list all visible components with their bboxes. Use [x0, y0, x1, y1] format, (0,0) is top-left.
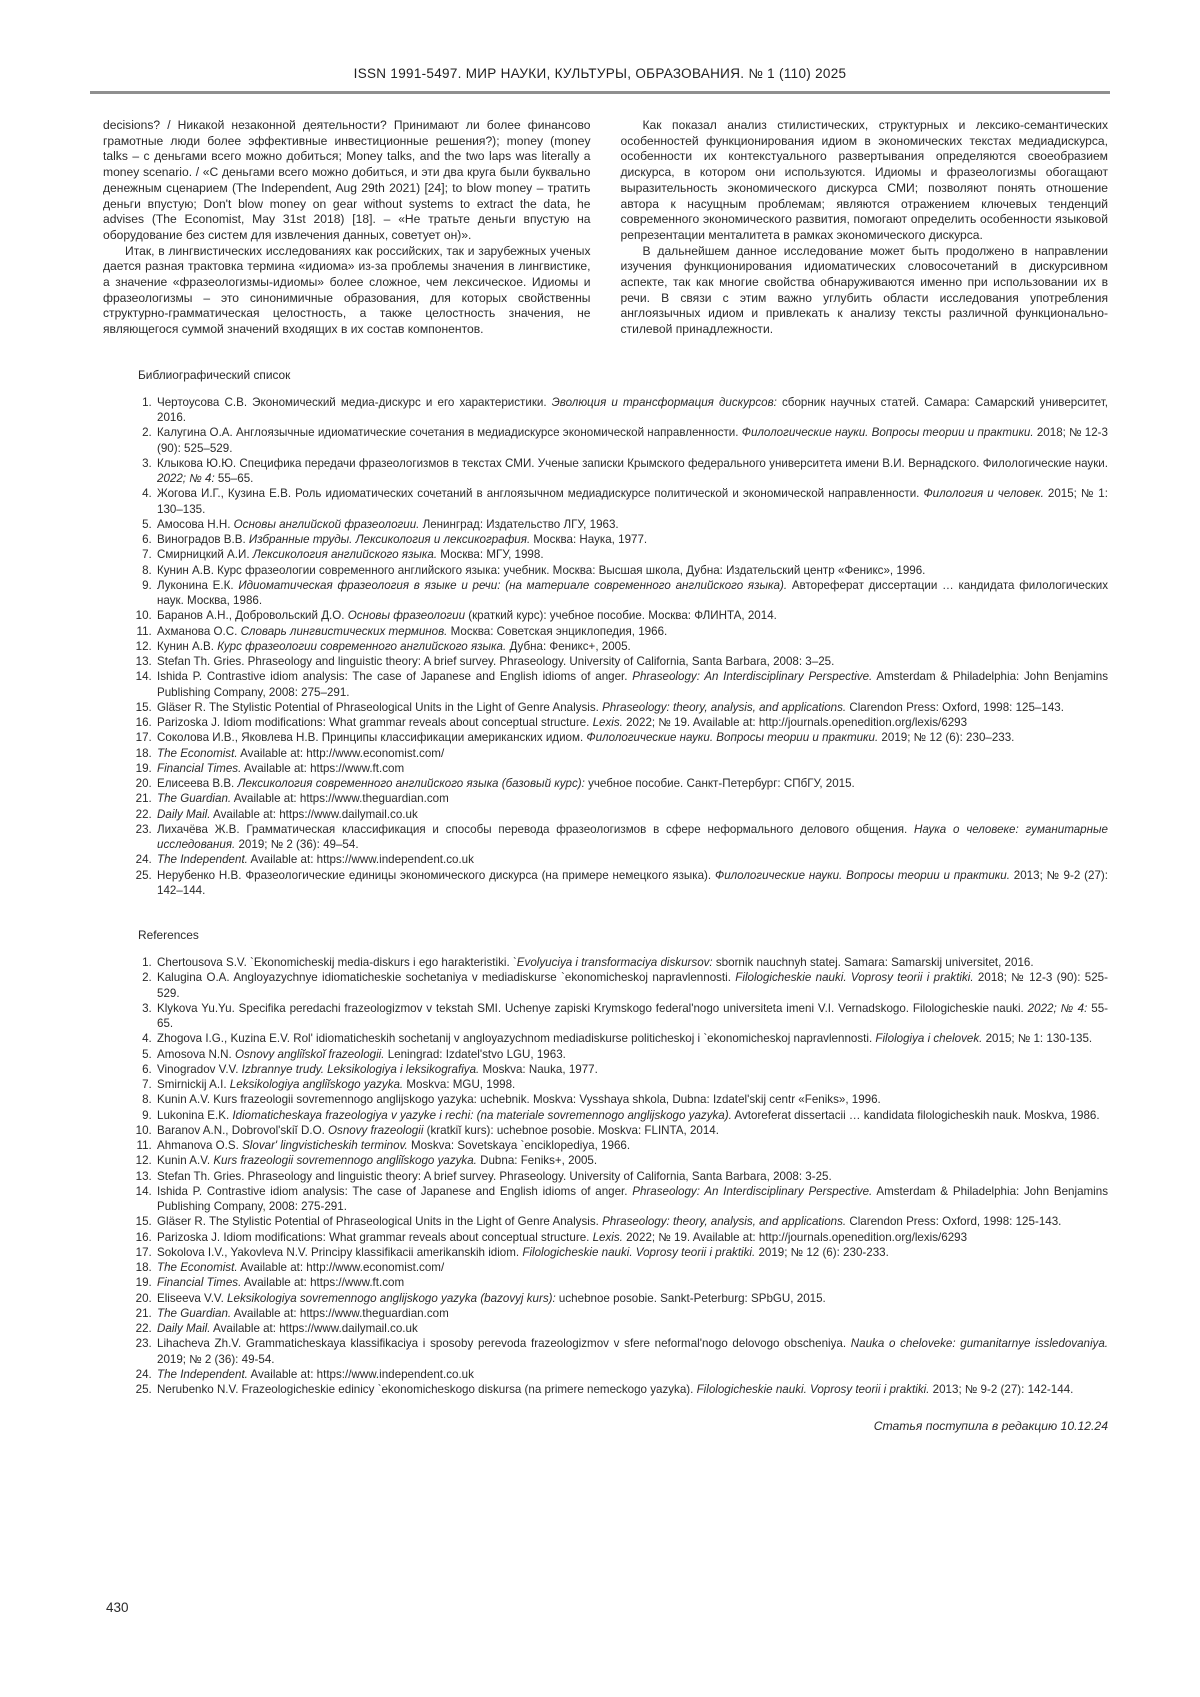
reference-item: 17. Sokolova I.V., Yakovleva N.V. Principy klassifikacii amerikanskih idiom. Filologicheskie nauki. Voprosy teorii i praktiki. 2019; № 12 (6): 230-233. — [155, 1245, 1108, 1260]
journal-header-line: ISSN 1991-5497. МИР НАУКИ, КУЛЬТУРЫ, ОБРАЗОВАНИЯ. № 1 (110) 2025 — [353, 66, 847, 81]
reference-item: 13. Stefan Th. Gries. Phraseology and linguistic theory: A brief survey. Phraseology. University of California, Santa Barbara, 2008: 3–25. — [155, 654, 1108, 669]
reference-item: 18. The Economist. Available at: http://www.economist.com/ — [155, 1260, 1108, 1275]
reference-item: 11. Ahmanova O.S. Slovar' lingvisticheskih terminov. Moskva: Sovetskaya `enciklopediya, 1966. — [155, 1138, 1108, 1153]
references-title: References — [138, 928, 199, 943]
reference-item: 22. Daily Mail. Available at: https://www.dailymail.co.uk — [155, 1321, 1108, 1336]
bibliography-section — [103, 368, 1108, 898]
reference-item: 15. Gläser R. The Stylistic Potential of Phraseological Units in the Light of Genre Analysis. Phraseology: theory, analysis, and applications. Clarendon Press: Oxford, 1998: 125-143. — [155, 1214, 1108, 1229]
reference-item: 12. Кунин А.В. Курс фразеологии современного английского языка. Дубна: Феникс+, 2005. — [155, 639, 1108, 654]
reference-item: 17. Соколова И.В., Яковлева Н.В. Принципы классификации американских идиом. Филологические науки. Вопросы теории и практики. 2019; № 12 (6): 230–233. — [155, 730, 1108, 745]
reference-item: 1. Chertousova S.V. `Ekonomicheskij media-diskurs i ego harakteristiki. `Evolyuciya i transformaciya diskursov: sbornik nauchnyh statej. Samara: Samarskij universitet, 2016. — [155, 955, 1108, 970]
reference-item: 1. Чертоусова С.В. Экономический медиа-дискурс и его характеристики. Эволюция и трансформация дискурсов: сборник научных статей. Самара: Самарский университет, 2016. — [155, 395, 1108, 426]
reference-item: 19. Financial Times. Available at: https://www.ft.com — [155, 1275, 1108, 1290]
left-column — [103, 118, 591, 338]
reference-item: 23. Lihacheva Zh.V. Grammaticheskaya klassifikaciya i sposoby perevoda frazeologizmov v sfere neformal'nogo delovogo obscheniya. Nauka o cheloveke: gumanitarnye issledovaniya. 2019; № 2 (36): 49-54. — [155, 1336, 1108, 1367]
reference-item: 5. Amosova N.N. Osnovy angliĭskoĭ frazeologii. Leningrad: Izdatel'stvo LGU, 1963. — [155, 1047, 1108, 1062]
reference-item: 10. Баранов А.Н., Добровольский Д.О. Основы фразеологии (краткий курс): учебное пособие. Москва: ФЛИНТА, 2014. — [155, 608, 1108, 623]
reference-item: 20. Eliseeva V.V. Leksikologiya sovremennogo anglijskogo yazyka (bazovyj kurs): uchebnoe posobie. Sankt-Peterburg: SPbGU, 2015. — [155, 1291, 1108, 1306]
reference-item: 2. Kalugina O.A. Angloyazychnye idiomaticheskie sochetaniya v mediadiskurse `ekonomicheskoj napravlennosti. Filologicheskie nauki. Voprosy teorii i praktiki. 2018; № 12-3 (90): 525-529. — [155, 970, 1108, 1001]
reference-item: 8. Kunin A.V. Kurs frazeologii sovremennogo anglijskogo yazyka: uchebnik. Moskva: Vysshaya shkola, Dubna: Izdatel'skij centr «Feniks», 1996. — [155, 1092, 1108, 1107]
body-paragraph: В дальнейшем данное исследование может быть продолжено в направлении изучения функционирования идиоматических словосочетаний в дискурсивном аспекте, так как многие свойства обнаруживаются именно при использовании их в речи. В связи с этим важно углубить области исследования употребления англоязычных идиом и привлекать к анализу тексты различной функционально-стилевой принадлежности. — [620, 243, 1108, 337]
bibliography-title: Библиографический список — [138, 367, 291, 382]
reference-item: 15. Gläser R. The Stylistic Potential of Phraseological Units in the Light of Genre Analysis. Phraseology: theory, analysis, and applications. Clarendon Press: Oxford, 1998: 125–143. — [155, 700, 1108, 715]
reference-item: 23. Лихачёва Ж.В. Грамматическая классификация и способы перевода фразеологизмов в сфере неформального делового общения. Наука о человеке: гуманитарные исследования. 2019; № 2 (36): 49–54. — [155, 822, 1108, 853]
reference-item: 14. Ishida P. Contrastive idiom analysis: The case of Japanese and English idioms of anger. Phraseology: An Interdisciplinary Perspective. Amsterdam & Philadelphia: John Benjamins Publishing Company, 2008: 275–291. — [155, 669, 1108, 700]
body-paragraph: Итак, в лингвистических исследованиях как российских, так и зарубежных ученых дается разная трактовка термина «идиома» из-за проблемы значения в лингвистике, а значение «фразеологизмы-идиомы» более сложное, чем лексическое. Идиомы и фразеологизмы – это синонимичные образования, для которых свойственны структурно-грамматическая целостность, а также целостность значения, не являющегося суммой значений входящих в их состав компонентов. — [103, 243, 591, 337]
reference-item: 4. Zhogova I.G., Kuzina E.V. Rol' idiomaticheskih sochetanij v angloyazychnom mediadiskurse politicheskoj i `ekonomicheskoj napravlennosti. Filologiya i chelovek. 2015; № 1: 130-135. — [155, 1031, 1108, 1046]
reference-item: 5. Амосова Н.Н. Основы английской фразеологии. Ленинград: Издательство ЛГУ, 1963. — [155, 517, 1108, 532]
reference-item: 22. Daily Mail. Available at: https://www.dailymail.co.uk — [155, 807, 1108, 822]
page-header — [0, 0, 1200, 94]
two-column-text — [103, 118, 1108, 338]
reference-item: 21. The Guardian. Available at: https://www.theguardian.com — [155, 791, 1108, 806]
reference-item: 12. Kunin A.V. Kurs frazeologii sovremennogo angliĭskogo yazyka. Dubna: Feniks+, 2005. — [155, 1153, 1108, 1168]
header-rule — [90, 91, 1110, 94]
received-note: Статья поступила в редакцию 10.12.24 — [873, 1419, 1108, 1434]
reference-item: 3. Клыкова Ю.Ю. Специфика передачи фразеологизмов в текстах СМИ. Ученые записки Крымского федерального университета имени В.И. Вернадского. Филологические науки. 2022; № 4: 55–65. — [155, 456, 1108, 487]
reference-item: 24. The Independent. Available at: https://www.independent.co.uk — [155, 1367, 1108, 1382]
reference-item: 19. Financial Times. Available at: https://www.ft.com — [155, 761, 1108, 776]
reference-item: 25. Нерубенко Н.В. Фразеологические единицы экономического дискурса (на примере немецкого языка). Филологические науки. Вопросы теории и практики. 2013; № 9-2 (27): 142–144. — [155, 868, 1108, 899]
reference-item: 9. Lukonina E.K. Idiomaticheskaya frazeologiya v yazyke i rechi: (na materiale sovremennogo anglijskogo yazyka). Avtoreferat dissertacii … kandidata filologicheskih nauk. Moskva, 1986. — [155, 1108, 1108, 1123]
reference-item: 6. Виноградов В.В. Избранные труды. Лексикология и лексикография. Москва: Наука, 1977. — [155, 532, 1108, 547]
reference-item: 4. Жогова И.Г., Кузина Е.В. Роль идиоматических сочетаний в англоязычном медиадискурсе политической и экономической направленности. Филология и человек. 2015; № 1: 130–135. — [155, 486, 1108, 517]
right-column — [621, 118, 1109, 338]
reference-item: 16. Parizoska J. Idiom modifications: What grammar reveals about conceptual structure. Lexis. 2022; № 19. Available at: http://journals.openedition.org/lexis/6293 — [155, 715, 1108, 730]
page-number: 430 — [106, 1600, 129, 1615]
reference-item: 25. Nerubenko N.V. Frazeologicheskie edinicy `ekonomicheskogo diskursa (na primere nemeckogo yazyka). Filologicheskie nauki. Voprosy teorii i praktiki. 2013; № 9-2 (27): 142-144. — [155, 1382, 1108, 1397]
reference-item: 10. Baranov A.N., Dobrovol'skiĭ D.O. Osnovy frazeologii (kratkiĭ kurs): uchebnoe posobie. Moskva: FLINTA, 2014. — [155, 1123, 1108, 1138]
reference-item: 8. Кунин А.В. Курс фразеологии современного английского языка: учебник. Москва: Высшая школа, Дубна: Издательский центр «Феникс», 1996. — [155, 563, 1108, 578]
reference-item: 20. Елисеева В.В. Лексикология современного английского языка (базовый курс): учебное пособие. Санкт-Петербург: СПбГУ, 2015. — [155, 776, 1108, 791]
reference-item: 24. The Independent. Available at: https://www.independent.co.uk — [155, 852, 1108, 867]
reference-item: 9. Луконина Е.К. Идиоматическая фразеология в языке и речи: (на материале современного английского языка). Автореферат диссертации … кандидата филологических наук. Москва, 1986. — [155, 578, 1108, 609]
reference-item: 3. Klykova Yu.Yu. Specifika peredachi frazeologizmov v tekstah SMI. Uchenye zapiski Krymskogo federal'nogo universiteta imeni V.I. Vernadskogo. Filologicheskie nauki. 2022; № 4: 55-65. — [155, 1001, 1108, 1032]
reference-item: 21. The Guardian. Available at: https://www.theguardian.com — [155, 1306, 1108, 1321]
reference-item: 14. Ishida P. Contrastive idiom analysis: The case of Japanese and English idioms of anger. Phraseology: An Interdisciplinary Perspective. Amsterdam & Philadelphia: John Benjamins Publishing Company, 2008: 275-291. — [155, 1184, 1108, 1215]
bibliography-list — [103, 395, 1108, 898]
reference-item: 16. Parizoska J. Idiom modifications: What grammar reveals about conceptual structure. Lexis. 2022; № 19. Available at: http://journals.openedition.org/lexis/6293 — [155, 1230, 1108, 1245]
reference-item: 2. Калугина О.А. Англоязычные идиоматические сочетания в медиадискурсе экономической направленности. Филологические науки. Вопросы теории и практики. 2018; № 12-3 (90): 525–529. — [155, 425, 1108, 456]
references-list — [103, 955, 1108, 1397]
body-paragraph: decisions? / Никакой незаконной деятельности? Принимают ли более финансово грамотные люди более эффективные инвестиционные решения?); money (money talks – с деньгами всего можно добиться; Money talks, and the two laps was literally a money scenario. / «С деньгами всего можно добиться, и эти два круга были буквально денежным сценарием (The Independent, Aug 29th 2021) [24]; to blow money – тратить деньги впустую; Don't blow money on gear without systems to extract the data, he advises (The Economist, May 31st 2018) [18]. – «Не тратьте деньги впустую на оборудование без систем для извлечения данных, советует он)». — [103, 118, 591, 242]
references-section — [103, 928, 1108, 1397]
reference-item: 13. Stefan Th. Gries. Phraseology and linguistic theory: A brief survey. Phraseology. University of California, Santa Barbara, 2008: 3-25. — [155, 1169, 1108, 1184]
reference-item: 7. Смирницкий А.И. Лексикология английского языка. Москва: МГУ, 1998. — [155, 547, 1108, 562]
reference-item: 6. Vinogradov V.V. Izbrannye trudy. Leksikologiya i leksikografiya. Moskva: Nauka, 1977. — [155, 1062, 1108, 1077]
reference-item: 18. The Economist. Available at: http://www.economist.com/ — [155, 746, 1108, 761]
article-body — [103, 118, 1108, 1433]
body-paragraph: Как показал анализ стилистических, структурных и лексико-семантических особенностей функционирования идиом в экономических текстах медиадискурса, особенности их контекстуального развертывания определяются своеобразием дискурса, в котором они используются. Идиомы и фразеологизмы обогащают выразительность экономического дискурса СМИ; позволяют понять отношение автора к насущным проблемам; являются отражением ключевых тенденций современного экономического развития, помогают определить особенности языковой репрезентации менталитета в рамках экономического дискурса. — [620, 118, 1108, 242]
reference-item: 11. Ахманова О.С. Словарь лингвистических терминов. Москва: Советская энциклопедия, 1966. — [155, 624, 1108, 639]
reference-item: 7. Smirnickij A.I. Leksikologiya angliĭskogo yazyka. Moskva: MGU, 1998. — [155, 1077, 1108, 1092]
